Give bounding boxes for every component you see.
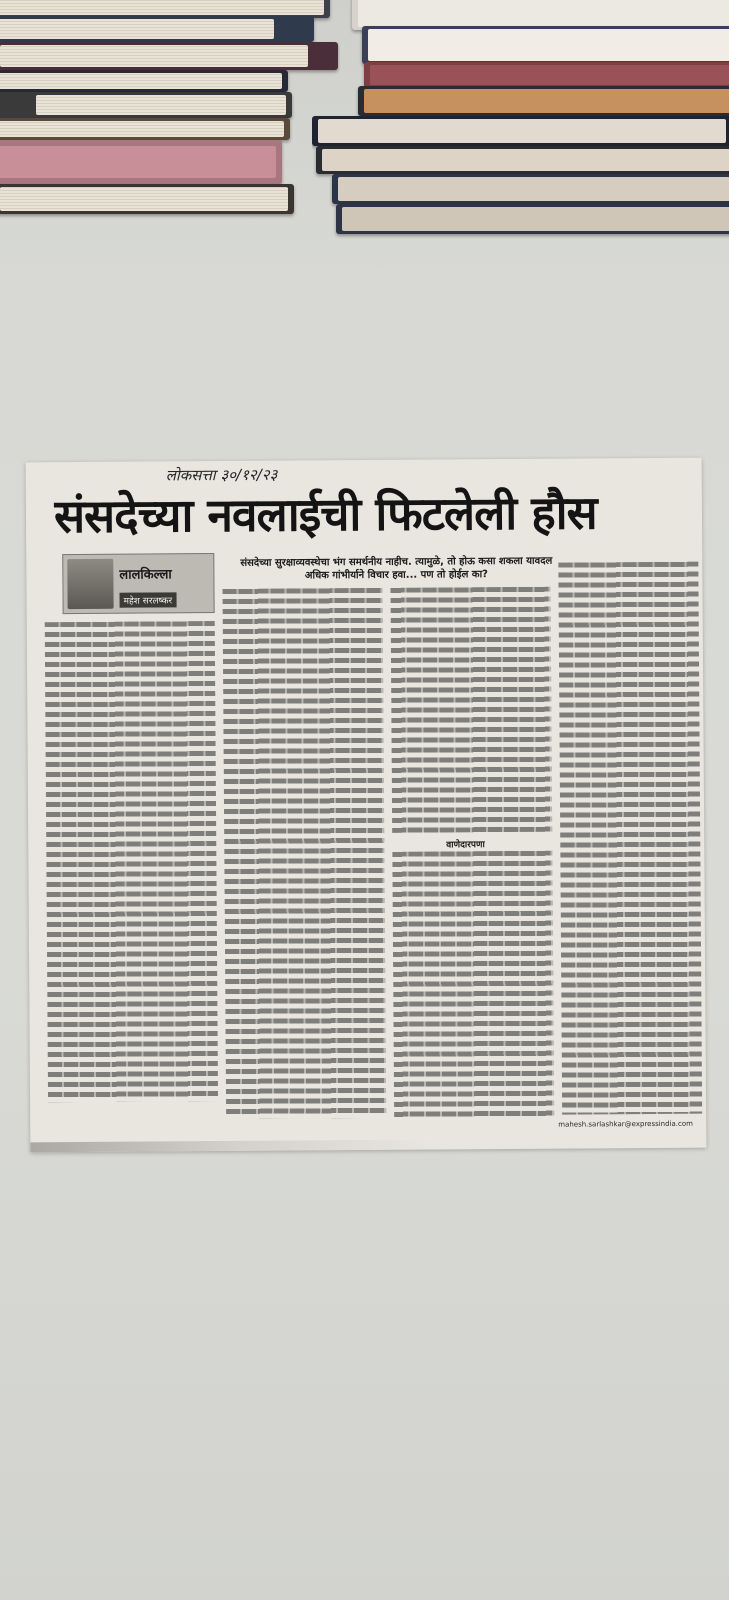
book-stack-right	[312, 0, 729, 240]
article-column-2	[222, 588, 386, 1119]
author-email: mahesh.sarlashkar@expressindia.com	[558, 1119, 693, 1129]
column-logo	[62, 553, 214, 614]
book	[0, 184, 294, 214]
book-stack-left	[0, 0, 340, 222]
article-column-1	[45, 621, 218, 1102]
handwritten-date-note: लोकसत्ता ३०/१२/२३	[165, 465, 278, 485]
book	[0, 16, 314, 42]
book	[0, 140, 282, 184]
book	[0, 70, 288, 92]
book	[358, 86, 729, 116]
article-column-3b	[392, 851, 554, 1118]
book	[0, 92, 292, 118]
author-name: महेश सरलष्कर	[120, 592, 177, 607]
fort-icon	[67, 559, 113, 609]
book	[364, 62, 729, 88]
book	[0, 42, 338, 70]
article-column-4	[558, 562, 702, 1115]
article-deck: संसदेच्या सुरक्षाव्यवस्थेचा भंग समर्थनीय नाहीच. त्यामुळे, तो होऊ कसा शकला यावदल अधिक गांभीर्याने विचार हवा... पण तो होईल का?	[240, 555, 553, 582]
article-headline: संसदेच्या नवलाईची फिटलेली हौस	[53, 485, 597, 544]
book	[362, 26, 729, 64]
book	[316, 146, 729, 174]
newspaper-clipping	[26, 458, 707, 1153]
column-name: लालकिल्ला	[119, 567, 172, 583]
book	[312, 116, 729, 146]
clipping-bottom-edge	[30, 1138, 706, 1153]
article-column-3	[390, 587, 552, 833]
book	[332, 174, 729, 204]
book	[336, 204, 729, 234]
book	[0, 118, 290, 140]
section-subhead: वाणेदारपणा	[446, 840, 485, 851]
